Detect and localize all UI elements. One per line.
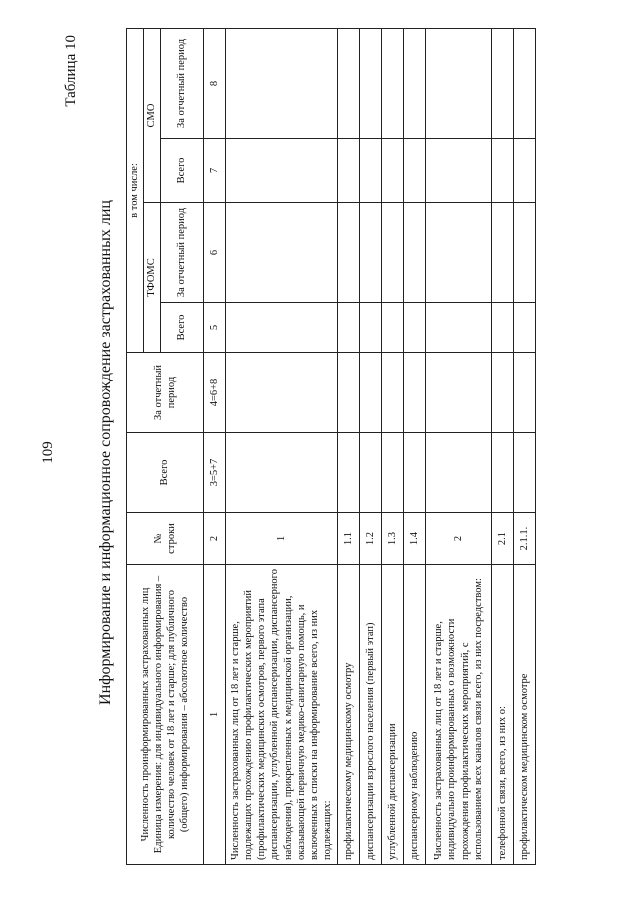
header-smo-period: За отчетный период bbox=[161, 28, 204, 138]
page-title: Информирование и информационное сопровождение застрахованных лиц bbox=[97, 200, 114, 705]
col-number: 6 bbox=[204, 203, 226, 303]
col-number: 2 bbox=[204, 513, 226, 565]
row-label: углубленной диспансеризации bbox=[382, 565, 404, 865]
row-number: 2.1 bbox=[492, 513, 514, 565]
col-number: 7 bbox=[204, 139, 226, 203]
table-row bbox=[338, 28, 360, 864]
row-label: профилактическому медицинскому осмотру bbox=[338, 565, 360, 865]
row-label: Численность застрахованных лиц от 18 лет и старше, индивидуально проинформированных о возможности прохождения профилактических мероприятий, с использованием всех каналов связи всего, из них посредством: bbox=[426, 565, 492, 865]
row-number: 2 bbox=[426, 513, 492, 565]
header-row-1 bbox=[127, 28, 144, 864]
row-number: 1 bbox=[226, 513, 338, 565]
row-number: 1.2 bbox=[360, 513, 382, 565]
header-smo: СМО bbox=[144, 28, 161, 202]
row-number: 1.3 bbox=[382, 513, 404, 565]
header-tfoms-period: За отчетный период bbox=[161, 203, 204, 303]
header-row-number: № строки bbox=[127, 513, 204, 565]
table-row bbox=[492, 28, 514, 864]
row-label: Численность застрахованных лиц от 18 лет и старше, подлежащих прохождению профилактических мероприятий (профилактических медицинских осмотров, первого этапа диспансеризации, углубленной диспансеризации, диспансерного наблюдения), прикрепленных к медицинской организации, оказывающей первичную медико-санитарную помощь, и включенных в списки на информирование всего, из них подлежащих: bbox=[226, 565, 338, 865]
table-row bbox=[426, 28, 492, 864]
column-number-row bbox=[204, 28, 226, 864]
row-label: профилактическом медицинском осмотре bbox=[514, 565, 536, 865]
col-number: 5 bbox=[204, 303, 226, 353]
row-number: 1.4 bbox=[404, 513, 426, 565]
header-in-total: в том числе: bbox=[127, 28, 144, 352]
table-row bbox=[382, 28, 404, 864]
row-label: диспансеризации взрослого населения (первый этап) bbox=[360, 565, 382, 865]
header-col-1: Численность проинформированных застрахованных лиц Единица измерения: для индивидуального информирования – количество человек от 18 лет и старше; для публичного (общего) информирования – абсолютное количество bbox=[127, 565, 204, 865]
page-number: 109 bbox=[40, 441, 56, 464]
col-number: 3=5+7 bbox=[204, 433, 226, 513]
header-tfoms: ТФОМС bbox=[144, 203, 161, 353]
row-label: телефонной связи, всего, из них о: bbox=[492, 565, 514, 865]
col-number: 8 bbox=[204, 28, 226, 138]
table-row bbox=[514, 28, 536, 864]
col-number: 1 bbox=[204, 565, 226, 865]
row-number: 1.1 bbox=[338, 513, 360, 565]
header-tfoms-total: Всего bbox=[161, 303, 204, 353]
header-total: Всего bbox=[127, 433, 204, 513]
table-row bbox=[360, 28, 382, 864]
data-table bbox=[126, 28, 536, 865]
table-row bbox=[404, 28, 426, 864]
table-row bbox=[226, 28, 338, 864]
col-number: 4=6+8 bbox=[204, 353, 226, 433]
header-smo-total: Всего bbox=[161, 139, 204, 203]
row-label: диспансерному наблюдению bbox=[404, 565, 426, 865]
table-label: Таблица 10 bbox=[63, 35, 79, 107]
row-number: 2.1.1. bbox=[514, 513, 536, 565]
header-period: За отчетный период bbox=[127, 353, 204, 433]
